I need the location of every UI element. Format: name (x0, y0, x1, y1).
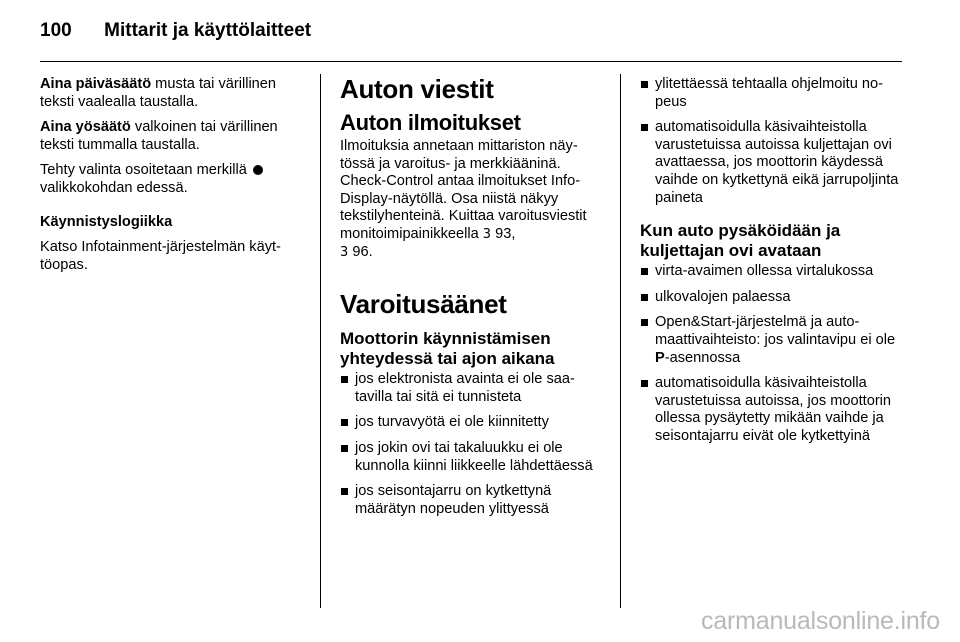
list-item (640, 314, 904, 367)
list-item: ylitettäessä tehtaalla ohjelmoitu nopeus (640, 76, 904, 111)
list-item: automatisoidulla käsivaihteistolla varustetuissa autoissa kuljettajan ovi avattaessa, jos moottorin käydessä vaihde on kytkettynä eikä jarrupoljinta paineta (640, 119, 904, 207)
list-item: jos jokin ovi tai takaluukku ei ole kunnolla kiinni liikkeelle lähdettäessä (340, 440, 606, 475)
page-ref-2: 96 (352, 243, 369, 260)
header-rule (40, 61, 902, 62)
selection-text: Tehty valinta osoitetaan merkillä (40, 162, 247, 179)
watermark: carmanualsonline.info (700, 607, 940, 635)
column-3 (640, 76, 904, 454)
day-setting-term: Aina päiväsäätö (40, 76, 152, 92)
filled-circle-icon (253, 165, 263, 175)
page-header (40, 20, 311, 46)
list-item: ulkovalojen palaessa (640, 289, 904, 307)
list-item-text: -asennossa (664, 349, 741, 366)
day-setting-text: musta tai värillinen teksti vaalealla taustalla. (40, 76, 277, 110)
night-setting-text: valkoinen tai värillinen teksti tummalla taustalla. (40, 119, 278, 153)
page-number: 100 (40, 20, 72, 41)
intro-paragraph: Ilmoituksia annetaan mittariston näytössä ja varoitus- ja merkkiääninä. Check-Control antaa ilmoitukset Info-Display-näytöllä. Osa niistä näkyy tekstilyhenteinä. Kuittaa varoitusviestit monitoimipainikkeella 3 93, 3 96. (340, 138, 587, 260)
chapter-title: Mittarit ja käyttölaitteet (104, 20, 312, 41)
start-logic-text: Katso Infotainment-järjestelmän käyttöopas. (40, 239, 281, 273)
start-logic-heading: Käynnistyslogiikka (40, 213, 173, 230)
day-setting-paragraph (40, 76, 308, 111)
list-item: jos elektronista avainta ei ole saatavilla tai sitä ei tunnisteta (340, 371, 606, 406)
continued-list (640, 76, 904, 207)
list-item: automatisoidulla käsivaihteistolla varustetuissa autoissa, jos moottorin ollessa pysäytetty mikään vaihde ja seisontajarru eivät ole kytkettyinä (640, 375, 904, 445)
page-ref-arrow-icon: 3 (340, 244, 349, 260)
column-divider-2 (620, 74, 621, 608)
gear-p-label: P (655, 349, 665, 366)
list-item: jos turvavyötä ei ole kiinnitetty (340, 414, 606, 432)
page-ref-1: 93 (495, 225, 512, 242)
section-title: Auton viestit (340, 74, 494, 104)
selection-text-after: valikkokohdan edessä. (40, 179, 188, 196)
list-item: virta-avaimen ollessa virtalukossa (640, 263, 904, 281)
column-2 (340, 74, 606, 526)
intro-text: Ilmoituksia annetaan mittariston näytössä ja varoitus- ja merkkiääninä. Check-Control antaa ilmoitukset Info-Display-näytöllä. Osa niistä näkyy tekstilyhenteinä. Kuittaa varoitusviestit monitoimipainikkeella (340, 138, 587, 242)
parking-list (640, 263, 904, 445)
warning-sounds-title: Varoitusäänet (340, 289, 507, 320)
column-divider-1 (320, 74, 321, 608)
engine-start-list (340, 371, 606, 518)
subsection-title: Auton ilmoitukset (340, 110, 521, 135)
selection-paragraph (40, 162, 308, 197)
list-item: jos seisontajarru on kytkettynä määrätyn nopeuden ylittyessä (340, 483, 606, 518)
parking-heading: Kun auto pysäköidään ja kuljettajan ovi avataan (640, 221, 841, 261)
column-1 (40, 76, 308, 282)
night-setting-term: Aina yösäätö (40, 119, 131, 136)
night-setting-paragraph (40, 119, 308, 154)
list-item-text: Open&Start-järjestelmä ja automaattivaihteisto: jos valintavipu ei ole (655, 314, 896, 348)
page-ref-arrow-icon: 3 (482, 226, 492, 242)
engine-start-heading: Moottorin käynnistämisen yhteydessä tai ajon aikana (340, 329, 555, 369)
